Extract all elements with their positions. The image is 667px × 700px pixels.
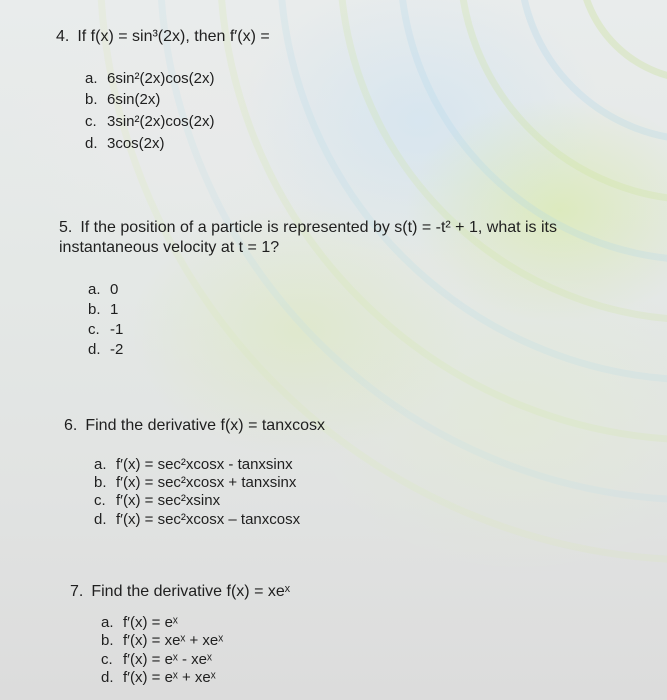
option-letter: d. (85, 135, 98, 152)
option-text: 1 (110, 301, 119, 318)
question-6-option-b[interactable] (94, 474, 296, 492)
option-letter: c. (101, 651, 113, 668)
option-text: f′(x) = sec²xcosx – tanxcosx (116, 511, 301, 528)
question-prompt: If the position of a particle is represented by s(t) = -t² + 1, what is its (80, 219, 557, 236)
question-4-text (56, 27, 270, 46)
option-text: -2 (110, 341, 124, 358)
option-text: f′(x) = eˣ (123, 614, 178, 631)
question-4-option-a[interactable] (85, 70, 215, 88)
option-letter: a. (88, 281, 101, 298)
option-letter: a. (101, 614, 114, 631)
question-5-option-d[interactable] (88, 341, 123, 359)
question-number: 5. (59, 219, 73, 236)
question-6-text (64, 416, 325, 435)
question-7-option-c[interactable] (101, 651, 212, 669)
option-letter: d. (94, 511, 107, 528)
option-text: 6sin(2x) (107, 91, 161, 108)
option-text: 3cos(2x) (107, 135, 165, 152)
option-text: f′(x) = sec²xsinx (116, 492, 221, 509)
question-7-text (70, 582, 290, 601)
question-4-option-d[interactable] (85, 135, 165, 153)
option-letter: b. (85, 91, 98, 108)
question-7-option-d[interactable] (101, 669, 216, 687)
question-5-option-b[interactable] (88, 301, 118, 319)
option-letter: c. (88, 321, 100, 338)
question-prompt: Find the derivative f(x) = xeˣ (91, 583, 291, 600)
option-text: f′(x) = eˣ - xeˣ (123, 651, 212, 668)
question-7-option-b[interactable] (101, 632, 223, 650)
option-letter: b. (88, 301, 101, 318)
option-text: 3sin²(2x)cos(2x) (107, 113, 215, 130)
option-text: 0 (110, 281, 119, 298)
question-5-text (59, 218, 557, 237)
option-letter: c. (94, 492, 106, 509)
question-4-option-b[interactable] (85, 91, 160, 109)
question-number: 7. (70, 583, 84, 600)
question-4-option-c[interactable] (85, 113, 215, 131)
option-letter: a. (94, 456, 107, 473)
question-prompt: Find the derivative f(x) = tanxcosx (85, 417, 325, 434)
option-letter: a. (85, 70, 98, 87)
question-6-option-a[interactable] (94, 456, 293, 474)
option-letter: b. (101, 632, 114, 649)
question-5-option-c[interactable] (88, 321, 123, 339)
option-letter: c. (85, 113, 97, 130)
question-prompt-continued: instantaneous velocity at t = 1? (59, 239, 280, 256)
question-6-option-c[interactable] (94, 492, 220, 510)
option-text: f′(x) = eˣ + xeˣ (123, 669, 216, 686)
option-letter: b. (94, 474, 107, 491)
question-7-option-a[interactable] (101, 614, 178, 632)
option-text: -1 (110, 321, 124, 338)
option-letter: d. (101, 669, 114, 686)
question-number: 6. (64, 417, 78, 434)
question-number: 4. (56, 28, 70, 45)
option-text: f′(x) = xeˣ + xeˣ (123, 632, 224, 649)
option-text: 6sin²(2x)cos(2x) (107, 70, 215, 87)
question-prompt: If f(x) = sin³(2x), then f′(x) = (77, 28, 270, 45)
option-letter: d. (88, 341, 101, 358)
question-5-text-continued (59, 238, 279, 257)
option-text: f′(x) = sec²xcosx - tanxsinx (116, 456, 293, 473)
question-6-option-d[interactable] (94, 511, 300, 529)
option-text: f′(x) = sec²xcosx + tanxsinx (116, 474, 297, 491)
question-5-option-a[interactable] (88, 281, 118, 299)
